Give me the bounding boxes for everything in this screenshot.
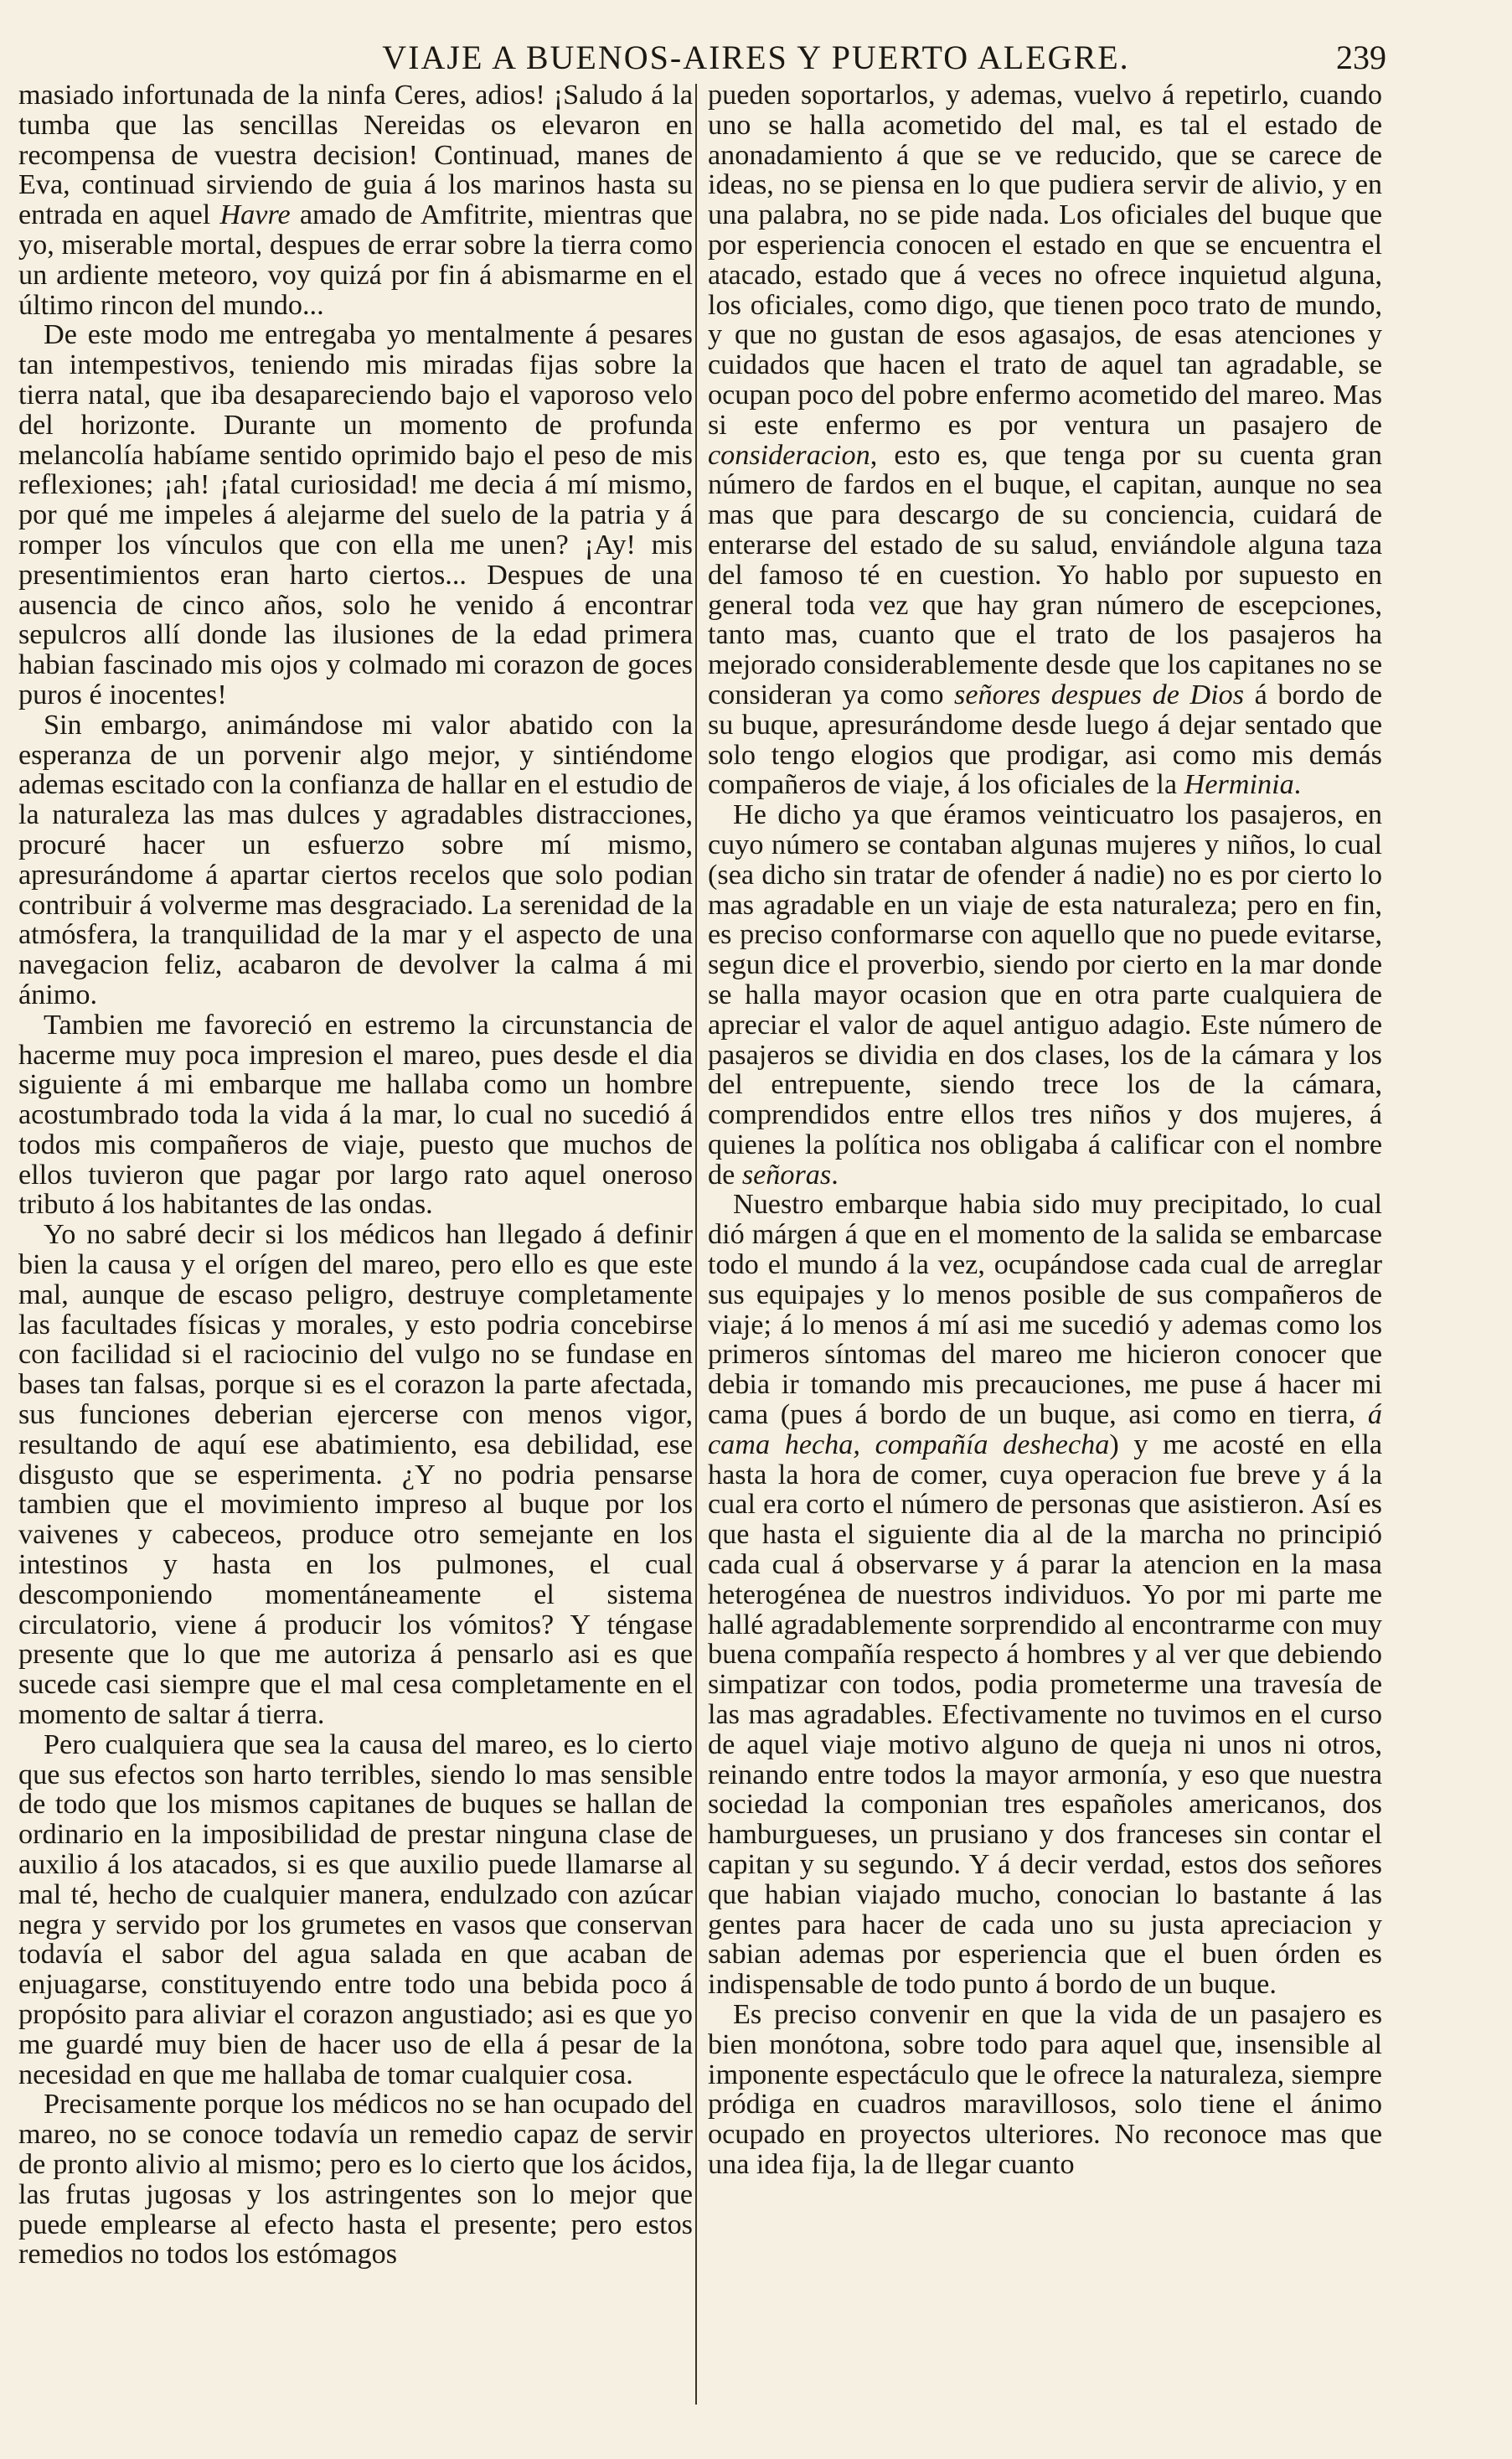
text-run: Es preciso convenir en que la vida de un pasajero es bien monótona, sobre todo para aquel que, insensible al imponente espectáculo que le ofrece la naturaleza, siempre pródiga en cuadros maravillosos, solo tiene el ánimo ocupado en proyectos ulteriores. No reconoce mas que una idea fija, la de llegar cuanto — [708, 1999, 1382, 2180]
text-run: ) y me acosté en ella hasta la hora de comer, cuya operacion fue breve y á la cual era corto el número de personas que asistieron. Así es que hasta el siguiente dia al de la marcha no principió cada cual á observarse y á parar la atencion en la masa heterogénea de nuestros individuos. Yo por mi parte me hallé agradablemente sorprendido al encontrarme con muy buena compañía respecto á hombres y al ver que debiendo simpatizar con todos, podia prometerme una travesía de las mas agradables. Efectivamente no tuvimos en el curso de aquel viaje motivo alguno de queja ni unos ni otros, reinando entre todos la mayor armonía, y eso que nuestra sociedad la componian tres españoles americanos, dos hamburgueses, un prusiano y dos franceses sin contar el capitan y su segundo. Y á decir verdad, estos dos señores que habian viajado mucho, conocian lo bastante á las gentes para hacer de cada uno su justa apreciacion y sabian ademas por esperiencia que el buen órden es indispensable de todo punto á bordo de un buque. — [708, 1428, 1382, 2001]
text-run: Tambien me favoreció en estremo la circunstancia de hacerme muy poca impresion el mareo, pues desde el dia siguiente á mi embarque me hallaba como un hombre acostumbrado toda la vida á la mar, lo cual no sucedió á todos mis compañeros de viaje, puesto que muchos de ellos tuvieron que pagar por largo rato aquel oneroso tributo á los habitantes de las ondas. — [18, 1009, 693, 1221]
text-run: Pero cualquiera que sea la causa del mareo, es lo cierto que sus efectos son harto terribles, siendo lo mas sensible de todo que los mismos capitanes de buques se hallan de ordinario en la imposibilidad de prestar ninguna clase de auxilio á los atacados, si es que auxilio puede llamarse al mal té, hecho de cualquier manera, endulzado con azúcar negra y servido por los grumetes en vasos que conservan todavía el sabor del agua salada en que acaban de enjuagarse, constituyendo entre todo una bebida poco á propósito para aliviar el corazon angustiado; asi es que yo me guardé muy bien de hacer uso de ella á pesar de la necesidad en que me hallaba de tomar cualquier cosa. — [18, 1728, 693, 2090]
right-column — [708, 80, 1382, 2180]
text-run: De este modo me entregaba yo mentalmente á pesares tan intempestivos, teniendo mis miradas fijas sobre la tierra natal, que iba desapareciendo bajo el vaporoso velo del horizonte. Durante un momento de profunda melancolía habíame sentido oprimido bajo el peso de mis reflexiones; ¡ah! ¡fatal curiosidad! me decia á mí mismo, por qué me impeles á alejarme del suelo de la patria y á romper los vínculos que con ella me unen? ¡Ay! mis presentimientos eran harto ciertos... Despues de una ausencia de cinco años, solo he venido á encontrar sepulcros allí donde las ilusiones de la edad primera habian fascinado mis ojos y colmado mi corazon de goces puros é inocentes! — [18, 319, 693, 710]
text-run: Sin embargo, animándose mi valor abatido con la esperanza de un porvenir algo mejor, y sintiéndome ademas escitado con la confianza de hallar en el estudio de la naturaleza las mas dulces y agradables distracciones, procuré hacer un esfuerzo sobre mí mismo, apresurándome á apartar ciertos recelos que solo podian contribuir á volverme mas desgraciado. La serenidad de la atmósfera, la tranquilidad de la mar y el aspecto de una navegacion feliz, acabaron de devolver la calma á mi ánimo. — [18, 709, 693, 1010]
column-divider — [695, 84, 697, 2405]
running-header — [0, 37, 1512, 79]
paragraph — [708, 1190, 1382, 2000]
paragraph — [18, 80, 693, 320]
text-run: . — [831, 1159, 839, 1191]
paragraph — [18, 1220, 693, 1730]
text-run: Yo no sabré decir si los médicos han llegado á definir bien la causa y el orígen del mareo, pero ello es que este mal, aunque de escaso peligro, destruye completamente las facultades físicas y morales, y esto podria concebirse con facilidad si el raciocinio del vulgo no se fundase en bases tan falsas, porque si es el corazon la parte afectada, sus funciones deberian ejercerse con menos vigor, resultando de aquí ese abatimiento, esa debilidad, ese disgusto que se esperimenta. ¿Y no podria pensarse tambien que el movimiento impreso al buque por los vaivenes y cabeceos, produce otro semejante en los intestinos y hasta en los pulmones, el cual descomponiendo momentáneamente el sistema circulatorio, viene á producir los vómitos? Y téngase presente que lo que me autoriza á pensarlo asi es que sucede casi siempre que el mal cesa completamente en el momento de saltar á tierra. — [18, 1219, 693, 1731]
paragraph — [18, 1730, 693, 2090]
page-number: 239 — [1336, 39, 1386, 76]
paragraph — [18, 2090, 693, 2270]
text-run: pueden soportarlos, y ademas, vuelvo á repetirlo, cuando uno se halla acometido del mal, es tal el estado de anonadamiento á que se ve reducido, que se carece de ideas, no se piensa en lo que pudiera servir de alivio, y en una palabra, no se pide nada. Los oficiales del buque que por esperiencia conocen el estado en que se encuentra el atacado, estado que á veces no ofrece inquietud alguna, los oficiales, como digo, que tienen poco trato de mundo, y que no gustan de esos agasajos, de esas atenciones y cuidados que hacen el trato de aquel tan agradable, se ocupan poco del pobre enfermo acometido del mareo. Mas si este enfermo es por ventura un pasajero de — [708, 80, 1382, 441]
text-run: Precisamente porque los médicos no se han ocupado del mareo, no se conoce todavía un remedio capaz de servir de pronto alivio al mismo; pero es lo cierto que los ácidos, las frutas jugosas y los astringentes son lo mejor que puede emplearse al efecto hasta el presente; pero estos remedios no todos los estómagos — [18, 2089, 693, 2270]
text-run: He dicho ya que éramos veinticuatro los pasajeros, en cuyo número se contaban algunas mujeres y niños, lo cual (sea dicho sin tratar de ofender á nadie) no es por cierto lo mas agradable en un viaje de esta naturaleza; pero en fin, es preciso conformarse con aquello que no puede evitarse, segun dice el proverbio, siendo por cierto en la mar donde se halla mayor ocasion que en otra parte cualquiera de apreciar el valor de aquel antiguo adagio. Este número de pasajeros se dividia en dos clases, los de la cámara y los del entrepuente, siendo trece los de la cámara, comprendidos entre ellos tres niños y dos mujeres, á quienes la política nos obligaba á calificar con el nombre de — [708, 799, 1382, 1191]
italic-text: señoras — [741, 1159, 832, 1191]
text-run: amado de Amfitrite, mientras que yo, miserable mortal, despues de errar sobre la tierra como un ardiente meteoro, voy quizá por fin á abismarme en el último rincon del mundo... — [18, 199, 693, 321]
italic-text: consideracion — [708, 439, 870, 471]
paragraph — [708, 80, 1382, 800]
italic-text: Herminia — [1184, 769, 1294, 801]
italic-text: Havre — [219, 199, 291, 231]
paragraph — [708, 800, 1382, 1190]
text-run: . — [1293, 769, 1302, 801]
text-run: á bordo de su buque, apresurándome desde luego á dejar sentado que solo tengo elogios que prodigar, asi como mis demás compañeros de viaje, á los oficiales de la — [708, 679, 1382, 801]
paragraph — [18, 1010, 693, 1221]
text-run: Nuestro embarque habia sido muy precipitado, lo cual dió márgen á que en el momento de la salida se embarcase todo el mundo á la vez, ocupándose cada cual de arreglar sus equipajes y lo menos posible de sus compañeros de viaje; á lo menos á mí asi me sucedió y ademas como los primeros síntomas del mareo me hicieron conocer que debia ir tomando mis precauciones, me puse á hacer mi cama (pues á bordo de un buque, asi como en tierra, — [708, 1189, 1382, 1431]
paragraph — [18, 320, 693, 710]
italic-text: señores despues de Dios — [954, 679, 1245, 710]
paragraph — [18, 710, 693, 1010]
text-run: , esto es, que tenga por su cuenta gran número de fardos en el buque, el capitan, aunque no sea mas que para descargo de su conciencia, cuidará de enterarse del estado de su salud, enviándole alguna taza del famoso té en cuestion. Yo hablo por supuesto en general toda vez que hay gran número de escepciones, tanto mas, cuanto que el trato de los pasajeros ha mejorado considerablemente desde que los capitanes no se consideran ya como — [708, 439, 1382, 710]
left-column — [18, 80, 693, 2270]
running-title: VIAJE A BUENOS-AIRES Y PUERTO ALEGRE. — [382, 39, 1130, 76]
italic-text: á cama hecha, compañía deshecha — [708, 1399, 1382, 1460]
paragraph — [708, 2000, 1382, 2180]
text-run: masiado infortunada de la ninfa Ceres, adios! ¡Saludo á la tumba que las sencillas Nereidas os elevaron en recompensa de vuestra decision! Continuad, manes de Eva, continuad sirviendo de guia á los marinos hasta su entrada en aquel — [18, 80, 693, 231]
